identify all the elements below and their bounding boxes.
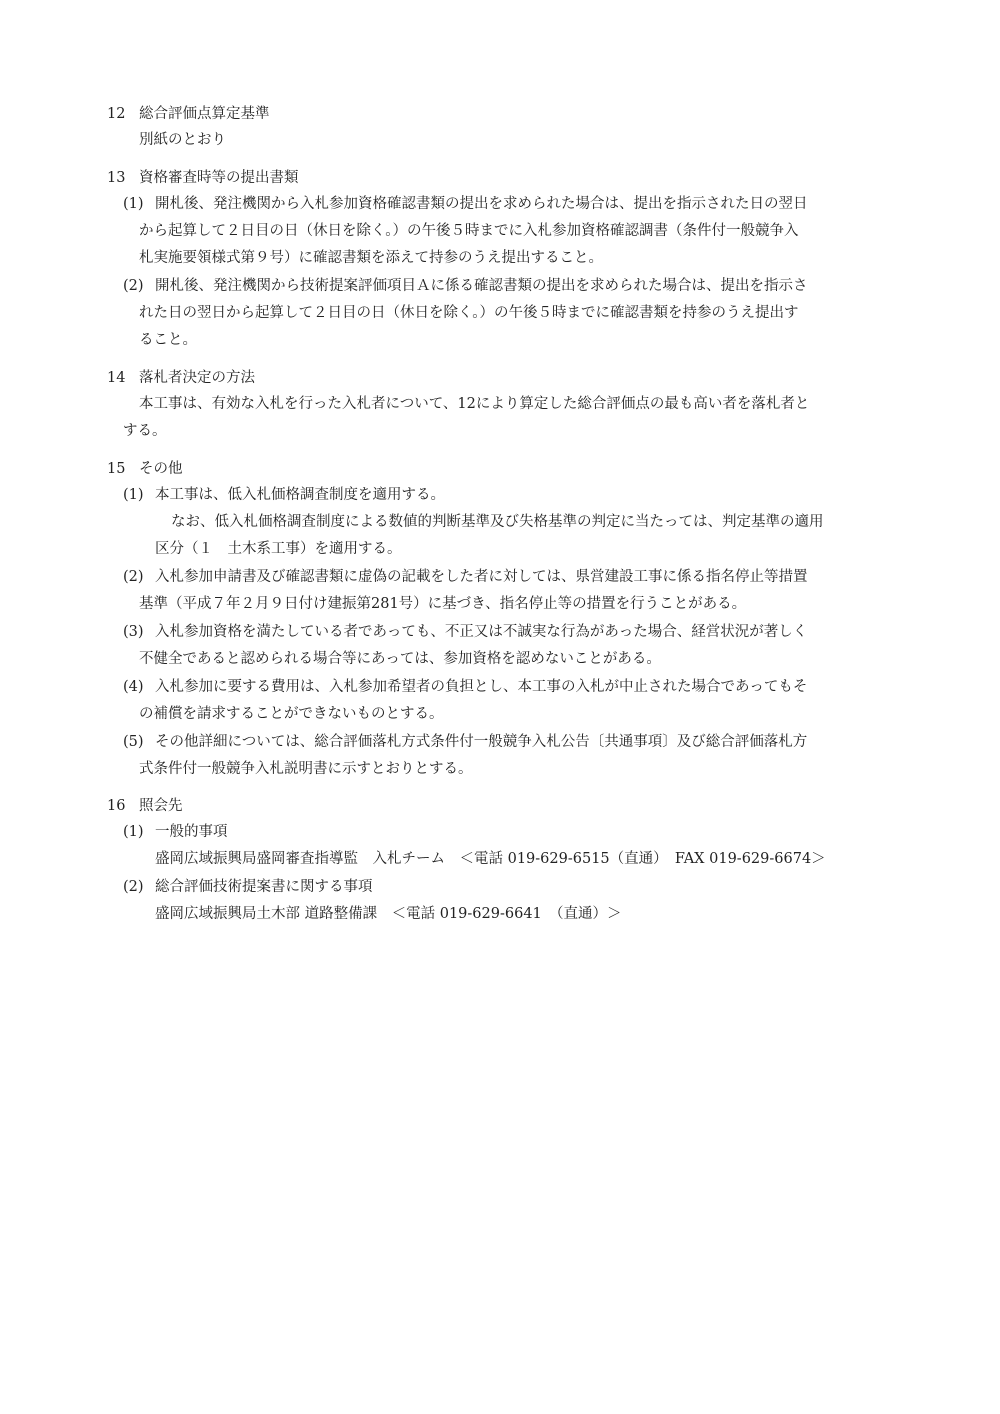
paragraph-line: なお、低入札価格調査制度による数値的判断基準及び失格基準の判定に当たっては、判定基準の適用 [171, 514, 824, 530]
paragraph-line: 基準（平成７年２月９日付け建振第281号）に基づき、指名停止等の措置を行うことがある。 [139, 596, 747, 612]
paragraph-line: 札実施要領様式第９号）に確認書類を添えて持参のうえ提出すること。 [139, 250, 603, 266]
paragraph-line: 入札参加に要する費用は、入札参加希望者の負担とし、本工事の入札が中止された場合であってもそ [155, 679, 808, 695]
section-14-heading [107, 364, 255, 392]
list-item-marker: (3) [123, 624, 144, 640]
section-number: 13 [107, 170, 126, 186]
section-number: 15 [107, 461, 126, 477]
contact-detail: 盛岡広域振興局盛岡審査指導監 入札チーム ＜電話 019-629-6515（直通） FAX 019-629-6674＞ [155, 851, 826, 867]
paragraph-line: 不健全であると認められる場合等にあっては、参加資格を認めないことがある。 [139, 651, 661, 667]
list-item-marker: (2) [123, 278, 144, 294]
section-number: 14 [107, 370, 126, 386]
section-title: 総合評価点算定基準 [139, 106, 270, 122]
paragraph-line: から起算して２日目の日（休日を除く。）の午後５時までに入札参加資格確認調書（条件付一般競争入 [139, 223, 799, 239]
list-item-marker: (4) [123, 679, 144, 695]
list-item-marker: (2) [123, 569, 144, 585]
section-title: 資格審査時等の提出書類 [139, 170, 299, 186]
section-title: 落札者決定の方法 [139, 370, 255, 386]
paragraph-line: の補償を請求することができないものとする。 [139, 706, 444, 722]
contact-heading: 一般的事項 [155, 824, 228, 840]
paragraph-line: ること。 [139, 332, 197, 348]
paragraph-line: 区分（１ 土木系工事）を適用する。 [155, 541, 402, 557]
paragraph-line: その他詳細については、総合評価落札方式条件付一般競争入札公告〔共通事項〕及び総合評価落札方 [155, 734, 808, 750]
contact-heading: 総合評価技術提案書に関する事項 [155, 879, 373, 895]
paragraph-line: 入札参加申請書及び確認書類に虚偽の記載をした者に対しては、県営建設工事に係る指名停止等措置 [155, 569, 808, 585]
section-number: 16 [107, 798, 126, 814]
section-15-heading [107, 455, 183, 483]
paragraph-line: 式条件付一般競争入札説明書に示すとおりとする。 [139, 761, 473, 777]
list-item-marker: (1) [123, 196, 144, 212]
paragraph-line: 入札参加資格を満たしている者であっても、不正又は不誠実な行為があった場合、経営状況が著しく [155, 624, 808, 640]
paragraph-line: 本工事は、有効な入札を行った入札者について、12により算定した総合評価点の最も高い者を落札者と [139, 396, 810, 412]
paragraph-line: する。 [123, 423, 167, 439]
contact-detail: 盛岡広域振興局土木部 道路整備課 ＜電話 019-629-6641 （直通）＞ [155, 906, 622, 922]
section-number: 12 [107, 106, 126, 122]
list-item-marker: (1) [123, 824, 144, 840]
section-13-heading [107, 164, 299, 192]
section-title: その他 [139, 461, 183, 477]
section-title: 照会先 [139, 798, 183, 814]
section-16-heading [107, 792, 183, 820]
list-item-marker: (2) [123, 879, 144, 895]
list-item-marker: (5) [123, 734, 144, 750]
section-12-heading [107, 100, 270, 128]
paragraph-line: れた日の翌日から起算して２日目の日（休日を除く。）の午後５時までに確認書類を持参のうえ提出す [139, 305, 799, 321]
paragraph-line: 開札後、発注機関から入札参加資格確認書類の提出を求められた場合は、提出を指示された日の翌日 [155, 196, 808, 212]
paragraph-line: 本工事は、低入札価格調査制度を適用する。 [155, 487, 445, 503]
section-12-body: 別紙のとおり [139, 132, 226, 148]
list-item-marker: (1) [123, 487, 144, 503]
paragraph-line: 開札後、発注機関から技術提案評価項目Ａに係る確認書類の提出を求められた場合は、提出を指示さ [155, 278, 808, 294]
